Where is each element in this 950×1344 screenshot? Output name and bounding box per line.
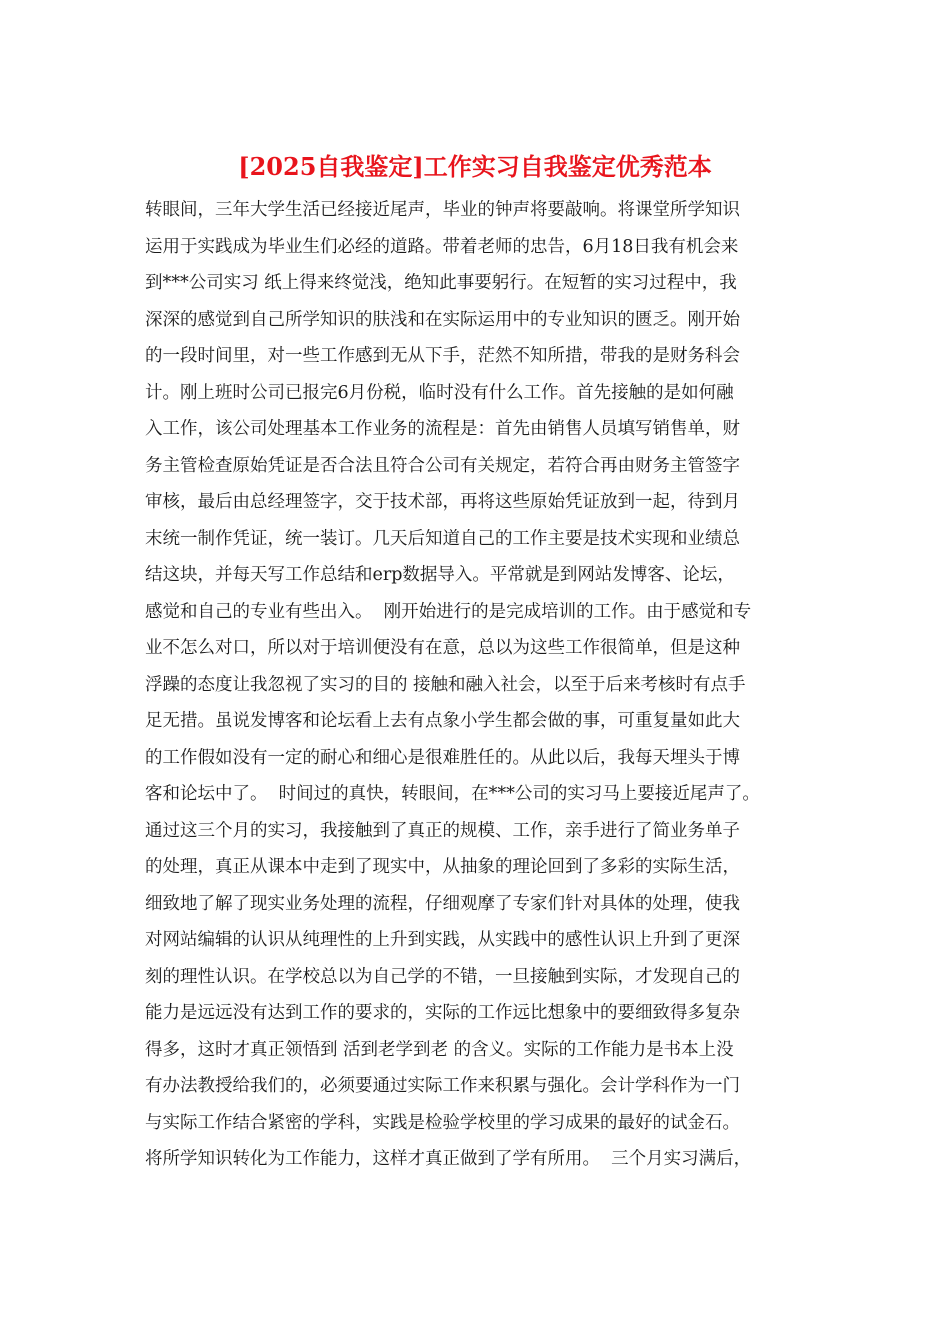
paragraph-line: 务主管检查原始凭证是否合法且符合公司有关规定，若符合再由财务主管签字	[145, 455, 740, 476]
paragraph-line: 浮躁的态度让我忽视了实习的目的 接触和融入社会，以至于后来考核时有点手	[145, 674, 746, 695]
paragraph-line: 客和论坛中了。 时间过的真快，转眼间，在***公司的实习马上要接近尾声了。	[145, 784, 760, 804]
paragraph-line: 业不怎么对口，所以对于培训便没有在意，总以为这些工作很简单，但是这种	[145, 638, 740, 658]
paragraph-line: 对网站编辑的认识从纯理性的上升到实践，从实践中的感性认识上升到了更深	[145, 930, 740, 950]
paragraph-line: 结这块，并每天写工作总结和erp数据导入。平常就是到网站发博客、论坛，	[145, 565, 735, 585]
paragraph-line: 与实际工作结合紧密的学科，实践是检验学校里的学习成果的最好的试金石。	[145, 1112, 740, 1133]
paragraph-line: 细致地了解了现实业务处理的流程，仔细观摩了专家们针对具体的处理，使我	[145, 893, 740, 914]
paragraph-line: 到***公司实习 纸上得来终觉浅，绝知此事要躬行。在短暂的实习过程中，我	[145, 273, 737, 293]
paragraph-line: 将所学知识转化为工作能力，这样才真正做到了学有所用。 三个月实习满后，	[145, 1149, 752, 1169]
document-body	[145, 192, 815, 1178]
paragraph-line: 的工作假如没有一定的耐心和细心是很难胜任的。从此以后，我每天埋头于博	[145, 747, 740, 768]
paragraph-line: 计。刚上班时公司已报完6月份税，临时没有什么工作。首先接触的是如何融	[145, 382, 734, 403]
paragraph-line: 得多，这时才真正领悟到 活到老学到老 的含义。实际的工作能力是书本上没	[145, 1039, 734, 1060]
paragraph-line: 感觉和自己的专业有些出入。 刚开始进行的是完成培训的工作。由于感觉和专	[145, 601, 752, 622]
paragraph-line: 深深的感觉到自己所学知识的肤浅和在实际运用中的专业知识的匮乏。刚开始	[145, 309, 740, 330]
document-title: [2025自我鉴定]工作实习自我鉴定优秀范本	[238, 152, 712, 181]
paragraph-line: 的处理，真正从课本中走到了现实中，从抽象的理论回到了多彩的实际生活，	[145, 857, 740, 877]
paragraph-line: 有办法教授给我们的，必须要通过实际工作来积累与强化。会计学科作为一门	[145, 1076, 740, 1096]
paragraph-line: 运用于实践成为毕业生们必经的道路。带着老师的忠告，6月18日我有机会来	[145, 236, 739, 257]
paragraph-line: 通过这三个月的实习，我接触到了真正的规模、工作，亲手进行了简业务单子	[145, 820, 740, 841]
paragraph-line: 末统一制作凭证，统一装订。几天后知道自己的工作主要是技术实现和业绩总	[145, 528, 740, 549]
paragraph-line: 审核，最后由总经理签字，交于技术部，再将这些原始凭证放到一起，待到月	[145, 492, 740, 512]
paragraph-line: 的一段时间里，对一些工作感到无从下手，茫然不知所措，带我的是财务科会	[145, 346, 740, 366]
paragraph-line: 能力是远远没有达到工作的要求的，实际的工作远比想象中的要细致得多复杂	[145, 1003, 740, 1023]
paragraph-line: 刻的理性认识。在学校总以为自己学的不错，一旦接触到实际，才发现自己的	[145, 966, 740, 987]
paragraph-line: 足无措。虽说发博客和论坛看上去有点象小学生都会做的事，可重复量如此大	[145, 711, 740, 731]
paragraph-line: 入工作，该公司处理基本工作业务的流程是：首先由销售人员填写销售单，财	[145, 419, 740, 439]
paragraph-line: 转眼间，三年大学生活已经接近尾声，毕业的钟声将要敲响。将课堂所学知识	[145, 200, 740, 220]
